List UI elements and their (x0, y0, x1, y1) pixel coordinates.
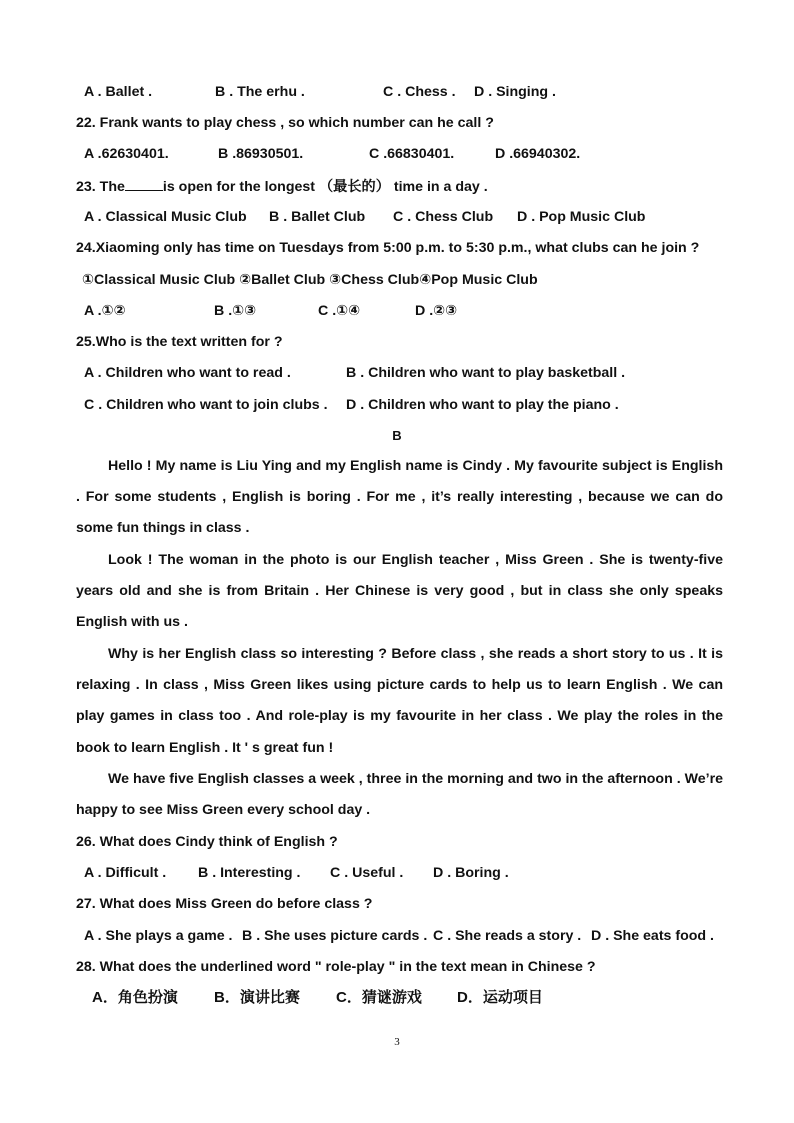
q23-stem-start: 23. The (76, 179, 125, 195)
q21-option-b: B . The erhu . (215, 84, 305, 100)
q25-stem: 25.Who is the text written for ? (76, 334, 283, 350)
q26-stem: 26. What does Cindy think of English ? (76, 834, 338, 850)
q23-stem-end: is open for the longest （最长的） time in a day . (162, 179, 488, 195)
q28-option-c: C．猜谜游戏 (336, 989, 422, 1006)
section-b-heading: B (392, 428, 402, 443)
q23-option-b: B . Ballet Club (269, 209, 366, 225)
q22-option-d: D .66940302. (495, 146, 581, 162)
q27-option-c: C . She reads a story . (433, 928, 582, 944)
q28-stem: 28. What does the underlined word " role-play " in the text mean in Chinese ? (76, 959, 596, 975)
q22-option-b: B .86930501. (218, 146, 304, 162)
passage-paragraph-1-text: Hello ! My name is Liu Ying and my English name is Cindy . My favourite subject is English . For some students , English is boring . For me , it’s really interesting , because we can do some fun things in class . (76, 458, 723, 537)
q22-stem: 22. Frank wants to play chess , so which number can he call ? (76, 115, 494, 131)
passage-paragraph-3-text: Why is her English class so interesting ? Before class , she reads a short story to us . It is relaxing . In class , Miss Green likes using picture cards to help us to learn English . We can play games in class too . And role-play is my favourite in her class . We play the roles in the book to learn English . It ' s great fun ! (76, 646, 723, 756)
q23-blank (125, 177, 163, 191)
q28-option-a: A．角色扮演 (92, 989, 178, 1006)
q26-option-a: A . Difficult . (84, 865, 167, 881)
q22-option-c: C .66830401. (369, 146, 455, 162)
q27-stem: 27. What does Miss Green do before class ? (76, 896, 373, 912)
q27-option-b: B . She uses picture cards . (242, 928, 428, 944)
passage-paragraph-3 (76, 639, 723, 764)
q24-stem: 24.Xiaoming only has time on Tuesdays from 5:00 p.m. to 5:30 p.m., what clubs can he join ? (76, 240, 700, 256)
passage-paragraph-4 (76, 764, 723, 826)
q25-option-d: D . Children who want to play the piano . (346, 397, 619, 413)
q27-option-a: A . She plays a game . (84, 928, 233, 944)
passage-paragraph-2-text: Look ! The woman in the photo is our English teacher , Miss Green . She is twenty-five years old and she is from Britain . Her Chinese is very good , but in class she only speaks English with us . (76, 552, 723, 631)
q28-option-d: D．运动项目 (457, 989, 543, 1006)
q21-option-d: D . Singing . (474, 84, 556, 100)
q25-option-b: B . Children who want to play basketball . (346, 365, 626, 381)
q24-option-a: A .①② (84, 303, 126, 319)
passage-paragraph-2 (76, 545, 723, 639)
page-number: 3 (394, 1036, 400, 1048)
q28-option-b: B．演讲比赛 (214, 989, 300, 1006)
q23-option-d: D . Pop Music Club (517, 209, 646, 225)
q21-option-c: C . Chess . (383, 84, 456, 100)
q26-option-c: C . Useful . (330, 865, 404, 881)
q25-option-c: C . Children who want to join clubs . (84, 397, 328, 413)
q21-option-a: A . Ballet . (84, 84, 153, 100)
q23-stem (76, 177, 488, 196)
passage-paragraph-1 (76, 451, 723, 545)
q24-choices: ①Classical Music Club ②Ballet Club ③Chess Club④Pop Music Club (82, 272, 538, 288)
q22-option-a: A .62630401. (84, 146, 169, 162)
q23-option-a: A . Classical Music Club (84, 209, 247, 225)
q24-option-d: D .②③ (415, 303, 458, 319)
q26-option-b: B . Interesting . (198, 865, 301, 881)
q23-option-c: C . Chess Club (393, 209, 494, 225)
q24-option-c: C .①④ (318, 303, 361, 319)
q25-option-a: A . Children who want to read . (84, 365, 291, 381)
passage-paragraph-4-text: We have five English classes a week , three in the morning and two in the afternoon . We’re happy to see Miss Green every school day . (76, 771, 723, 819)
q24-option-b: B .①③ (214, 303, 257, 319)
q27-option-d: D . She eats food . (591, 928, 714, 944)
q26-option-d: D . Boring . (433, 865, 509, 881)
